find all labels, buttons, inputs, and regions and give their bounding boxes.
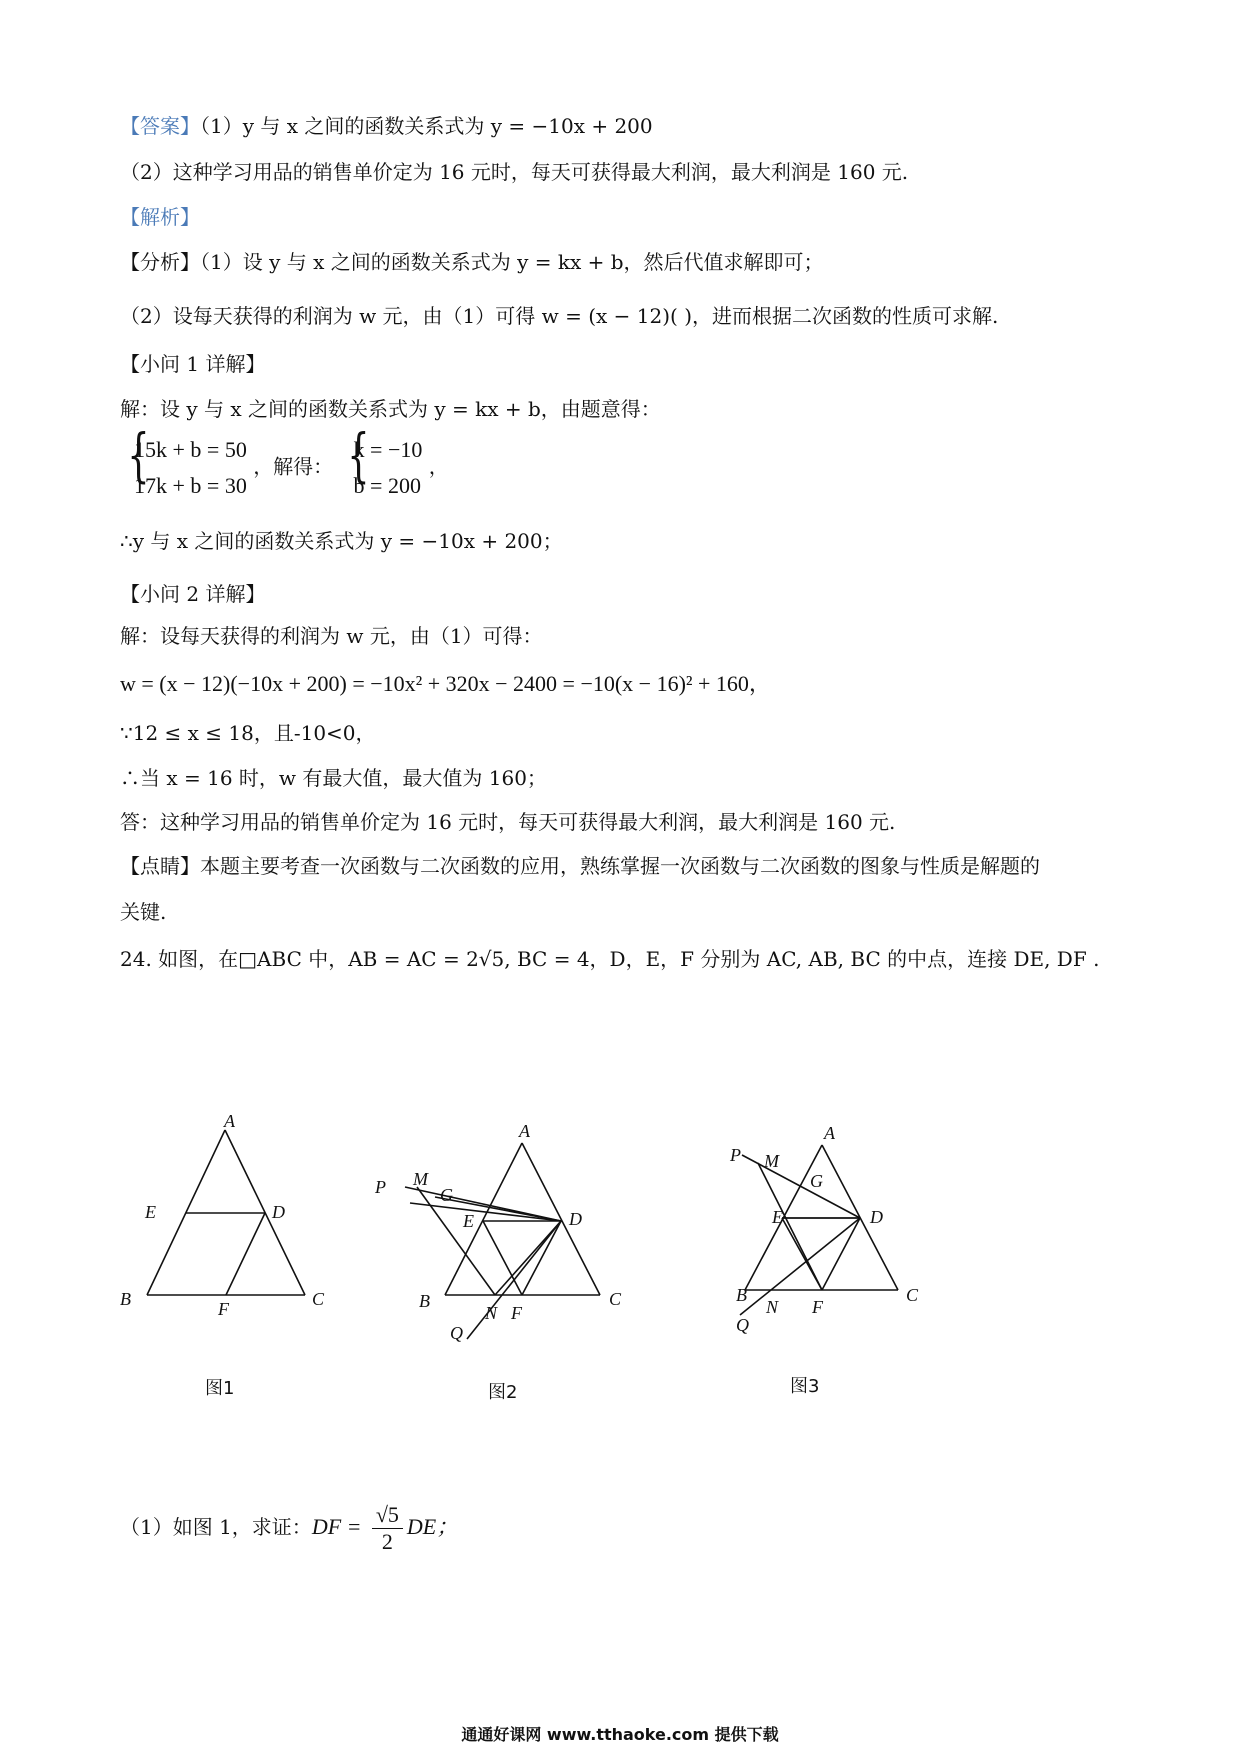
fig3-label-Q: Q — [736, 1315, 749, 1335]
fig2-label-F: F — [511, 1303, 522, 1323]
fig2-label-Q: Q — [450, 1323, 463, 1343]
q24-stem: 24. 如图，在□ABC 中，AB = AC = 2√5, BC = 4，D，E，F 分别为 AC, AB, BC 的中点，连接 DE, DF . — [120, 947, 1100, 971]
solved-label: ，解得： — [253, 454, 334, 479]
fig1-label-B: B — [120, 1289, 131, 1309]
system-left — [120, 421, 247, 504]
fig2-line-through-P — [410, 1203, 561, 1221]
fenxi-part1: 【分析】（1）设 y 与 x 之间的函数关系式为 y = kx + b，然后代值求解即可； — [120, 250, 824, 274]
answer-tag: 【答案】 — [120, 114, 200, 138]
fig1-label-C: C — [312, 1289, 325, 1309]
sub2-formula: w = (x − 12)(−10x + 200) = −10x² + 320x − 2400 = −10(x − 16)² + 160， — [120, 671, 771, 696]
fig2-label-N: N — [485, 1303, 498, 1323]
fenxi-part2: （2）设每天获得的利润为 w 元，由（1）可得 w = (x − 12)( )，进而根据二次函数的性质可求解. — [120, 304, 999, 328]
fig2-segment-EF — [483, 1221, 522, 1295]
system-right — [340, 421, 423, 504]
sub2-line1: 解：设每天获得的利润为 w 元，由（1）可得： — [120, 624, 543, 648]
fig2-label-A: A — [519, 1121, 530, 1141]
fig3-label-N: N — [766, 1297, 779, 1317]
figure-3 — [700, 1115, 940, 1365]
fig1-caption: 图1 — [205, 1378, 235, 1399]
fig2-label-E: E — [463, 1211, 474, 1231]
fraction-denominator: 2 — [381, 1529, 393, 1554]
fig1-label-E: E — [145, 1202, 156, 1222]
fig2-label-C: C — [609, 1289, 622, 1309]
fig2-label-G: G — [440, 1185, 453, 1205]
sol-end: ， — [428, 454, 449, 479]
fraction-numerator: √5 — [372, 1502, 403, 1529]
fig3-label-D: D — [870, 1207, 883, 1227]
sub1-conclusion: ∴y 与 x 之间的函数关系式为 y = −10x + 200； — [120, 529, 563, 553]
right-brace: { — [346, 421, 370, 489]
left-brace: { — [127, 421, 150, 489]
analysis-tag: 【解析】 — [120, 205, 200, 229]
sub2-cond: ∵12 ≤ x ≤ 18，且-10<0， — [120, 721, 376, 745]
fig3-label-B: B — [736, 1285, 747, 1305]
fig1-label-D: D — [272, 1202, 285, 1222]
fig2-label-P: P — [375, 1177, 386, 1197]
figure-2 — [375, 1115, 635, 1365]
fig3-line-PD — [742, 1155, 860, 1218]
fig2-line-MN — [417, 1187, 495, 1295]
answer-part2: （2）这种学习用品的销售单价定为 16 元时，每天可获得最大利润，最大利润是 160 元. — [120, 160, 909, 184]
sub2-title: 【小问 2 详解】 — [120, 582, 266, 606]
figure-1 — [115, 1111, 345, 1355]
eq1: 15k + b = 50 — [134, 437, 247, 462]
sub2-max: ∴当 x = 16 时，w 有最大值，最大值为 160； — [120, 766, 547, 790]
fraction — [372, 1502, 403, 1555]
sub1-line1: 解：设 y 与 x 之间的函数关系式为 y = kx + b，由题意得： — [120, 397, 661, 421]
sol2: b = 200 — [353, 473, 421, 498]
fig3-label-M: M — [764, 1151, 779, 1171]
part1-rhs: DE； — [406, 1514, 459, 1539]
fig3-label-C: C — [906, 1285, 919, 1305]
sub2-answer: 答：这种学习用品的销售单价定为 16 元时，每天可获得最大利润，最大利润是 160 元. — [120, 810, 896, 834]
fig1-label-A: A — [224, 1111, 235, 1131]
answer-part1: （1）y 与 x 之间的函数关系式为 y = −10x + 200 — [200, 114, 653, 138]
equation-system — [120, 421, 449, 504]
sol1: k = −10 — [353, 437, 423, 462]
fig3-caption: 图3 — [790, 1376, 820, 1397]
part1-question — [120, 1502, 458, 1555]
fig2-label-B: B — [419, 1291, 430, 1311]
page-footer: 通通好课网 www.tthaoke.com 提供下载 — [461, 1725, 779, 1744]
sub1-title: 【小问 1 详解】 — [120, 352, 266, 376]
eq2: 17k + b = 30 — [134, 473, 247, 498]
dianjing-line1: 【点睛】本题主要考查一次函数与二次函数的应用，熟练掌握一次函数与二次函数的图象与性质是解题的 — [120, 854, 1040, 878]
fig1-label-F: F — [218, 1299, 229, 1319]
fig2-label-D: D — [569, 1209, 582, 1229]
fig3-label-P: P — [730, 1145, 741, 1165]
fig3-label-G: G — [810, 1171, 823, 1191]
fig3-label-F: F — [812, 1297, 823, 1317]
fig3-label-E: E — [772, 1207, 783, 1227]
fig2-caption: 图2 — [488, 1382, 518, 1403]
fig2-label-M: M — [413, 1169, 428, 1189]
fig1-segment-DF — [226, 1213, 265, 1295]
answer-line-1 — [120, 112, 653, 140]
dianjing-line2: 关键. — [120, 900, 167, 924]
part1-prefix: （1）如图 1，求证： — [120, 1515, 312, 1539]
fig3-label-A: A — [824, 1123, 835, 1143]
fig3-segment-DF — [822, 1218, 860, 1290]
part1-lhs: DF = — [311, 1514, 362, 1539]
